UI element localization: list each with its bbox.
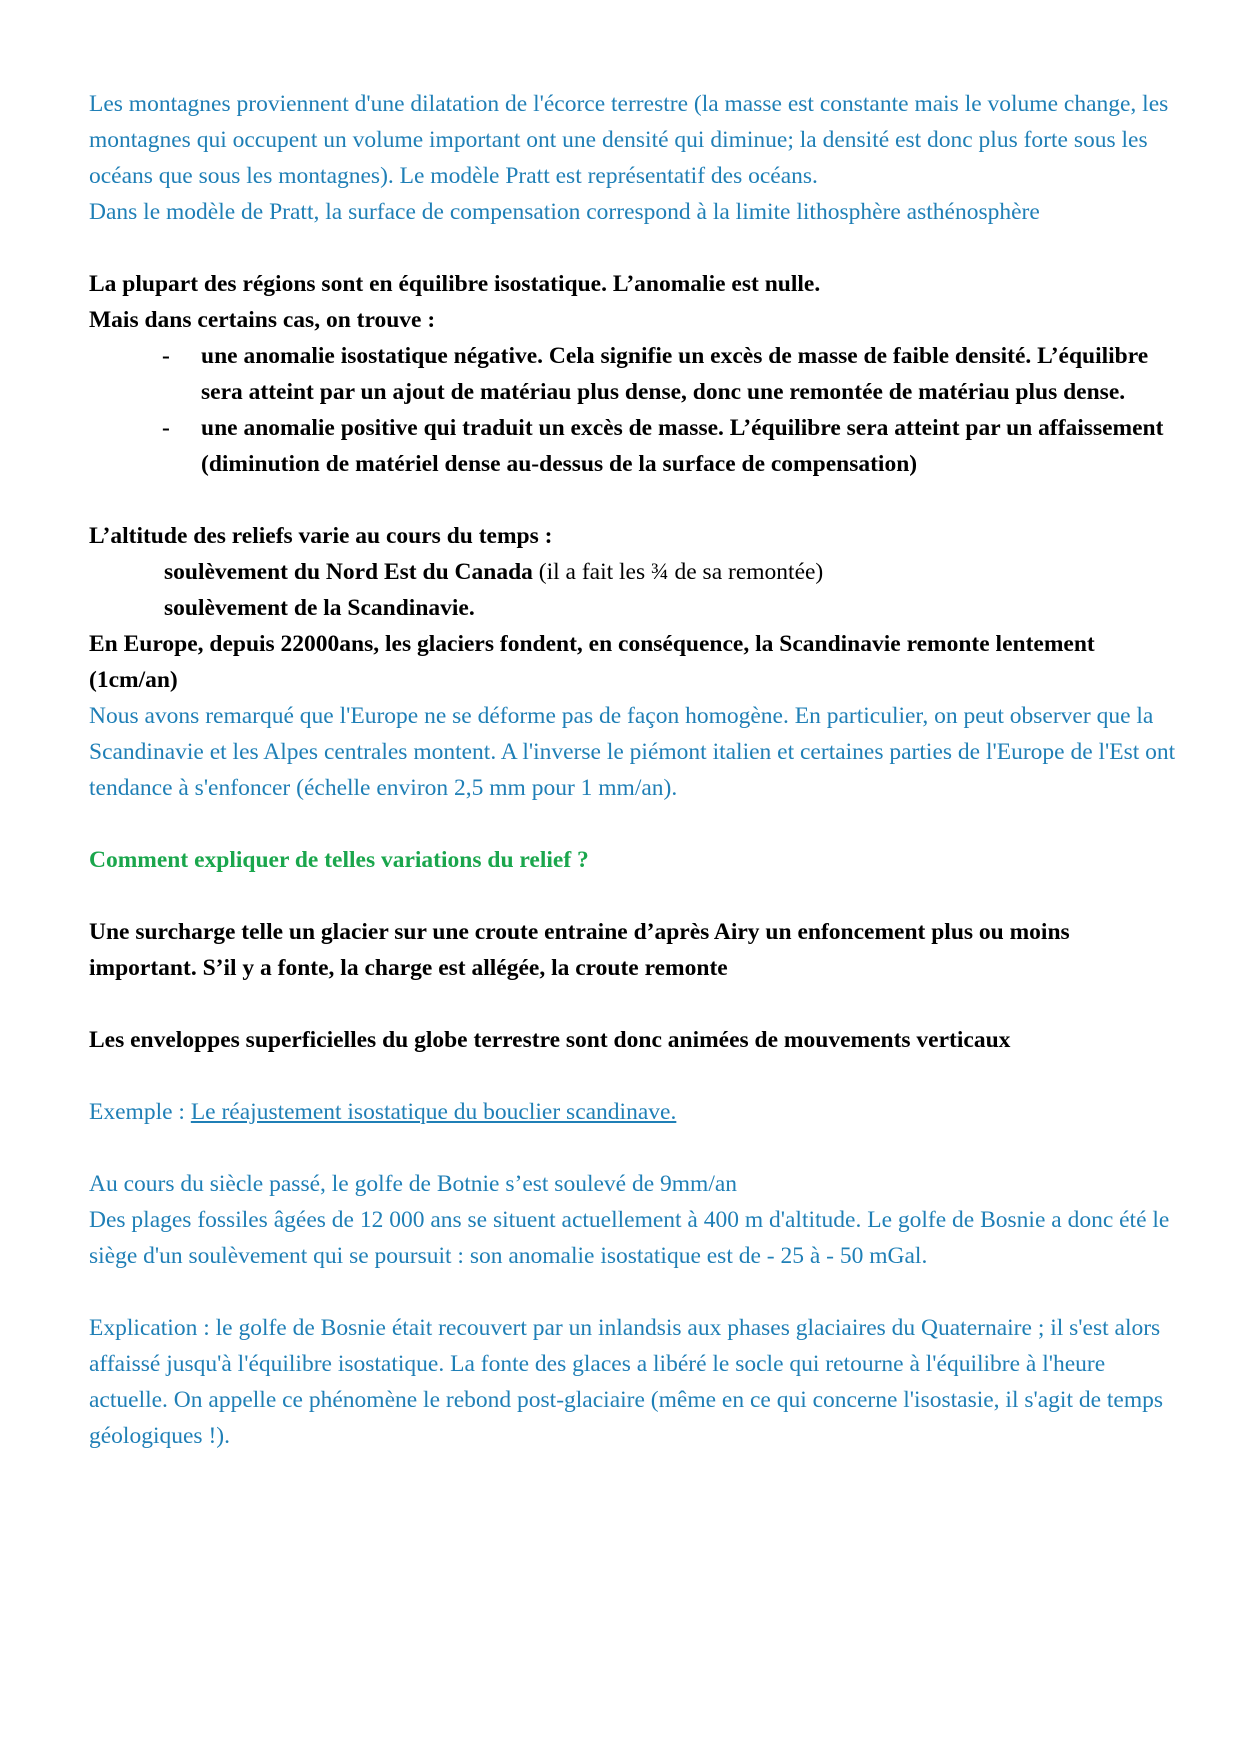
spacer: [89, 1058, 1179, 1094]
spacer: [89, 1274, 1179, 1310]
paragraph-airy: Une surcharge telle un glacier sur une croute entraine d’après Airy un enfoncement plus ou moins important. S’il y a fonte, la charge est allégée, la croute remonte: [89, 919, 1070, 981]
bullet-dash: -: [162, 343, 170, 369]
paragraph-scandinavia-uplift: soulèvement de la Scandinavie.: [164, 595, 475, 621]
anomaly-list: [89, 338, 1179, 482]
spacer: [89, 482, 1179, 518]
example-link[interactable]: Le réajustement isostatique du bouclier scandinave.: [190, 1099, 677, 1125]
paragraph-botnie: Au cours du siècle passé, le golfe de Botnie s’est soulevé de 9mm/an: [89, 1171, 738, 1197]
paragraph-certain-cases: Mais dans certains cas, on trouve :: [89, 307, 436, 333]
paragraph-europe-glaciers: En Europe, depuis 22000ans, les glaciers fondent, en conséquence, la Scandinavie remonte lentement (1cm/an): [89, 631, 1095, 693]
paragraph-equilibrium: La plupart des régions sont en équilibre isostatique. L’anomalie est nulle.: [89, 271, 821, 297]
bullet-dash: -: [162, 415, 170, 441]
paragraph-europe-deformation: Nous avons remarqué que l'Europe ne se déforme pas de façon homogène. En particulier, on peut observer que la Scandinavie et les Alpes centrales montent. A l'inverse le piémont italien et certaines parties de l'Europe de l'Est ont tendance à s'enfoncer (échelle environ 2,5 mm pour 1 mm/an).: [89, 703, 1176, 801]
document-page: [89, 86, 1179, 1454]
spacer: [89, 878, 1179, 914]
paragraph-canada-uplift: [89, 554, 1179, 590]
list-item: [89, 338, 1179, 410]
canada-uplift-bold: soulèvement du Nord Est du Canada: [164, 559, 533, 585]
paragraph-vertical-movements: Les enveloppes superficielles du globe terrestre sont donc animées de mouvements verticaux: [89, 1027, 1011, 1053]
paragraph-explanation: Explication : le golfe de Bosnie était recouvert par un inlandsis aux phases glaciaires du Quaternaire ; il s'est alors affaissé jusqu'à l'équilibre isostatique. La fonte des glaces a libéré le socle qui retourne à l'équilibre à l'heure actuelle. On appelle ce phénomène le rebond post-glaciaire (même en ce qui concerne l'isostasie, il s'agit de temps géologiques !).: [89, 1315, 1164, 1449]
heading-question: Comment expliquer de telles variations du relief ?: [89, 847, 589, 873]
spacer: [89, 806, 1179, 842]
list-item-text: une anomalie positive qui traduit un excès de masse. L’équilibre sera atteint par un affaissement (diminution de matériel dense au-dessus de la surface de compensation): [201, 415, 1164, 477]
paragraph-pratt-intro: Les montagnes proviennent d'une dilatation de l'écorce terrestre (la masse est constante mais le volume change, les montagnes qui occupent un volume important ont une densité qui diminue; la densité est donc plus forte sous les océans que sous les montagnes). Le modèle Pratt est représentatif des océans.: [89, 91, 1169, 189]
paragraph-altitude: L’altitude des reliefs varie au cours du temps :: [89, 523, 553, 549]
paragraph-pratt-compensation: Dans le modèle de Pratt, la surface de compensation correspond à la limite lithosphère asthénosphère: [89, 199, 1040, 225]
canada-uplift-note: (il a fait les ¾ de sa remontée): [532, 559, 824, 585]
list-item: [89, 410, 1179, 482]
paragraph-example: [89, 1094, 1179, 1130]
spacer: [89, 230, 1179, 266]
example-label: Exemple :: [89, 1099, 191, 1125]
paragraph-fossil-beaches: Des plages fossiles âgées de 12 000 ans se situent actuellement à 400 m d'altitude. Le golfe de Bosnie a donc été le siège d'un soulèvement qui se poursuit : son anomalie isostatique est de - 25 à - 50 mGal.: [89, 1207, 1170, 1269]
spacer: [89, 986, 1179, 1022]
spacer: [89, 1130, 1179, 1166]
list-item-text: une anomalie isostatique négative. Cela signifie un excès de masse de faible densité. L’équilibre sera atteint par un ajout de matériau plus dense, donc une remontée de matériau plus dense.: [201, 343, 1149, 405]
